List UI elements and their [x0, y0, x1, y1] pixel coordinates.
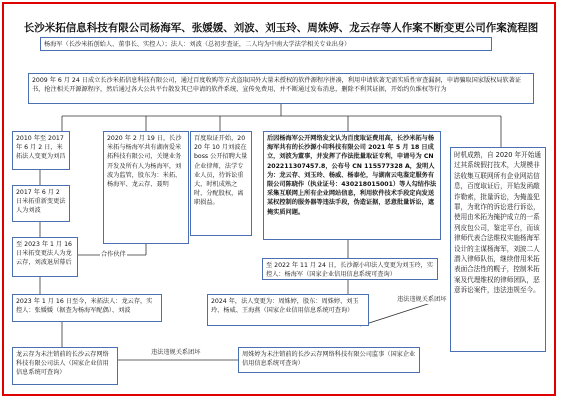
intro-box: 2009 年 6 月 24 日成立长沙米拓信息科技有限公司，通过百度收购等方式盗取国外大量未授权的软件源程序拼凑，利用申请软著无需实质性审查漏洞，申请骗取国家版权局软著证书，抢注相关开源源程序，然后通过各大公共平台散发其已申请的软件系统，宣传免费用，并不断通过发布消息，删除不利其证据，开始约负维权等行为: [28, 73, 534, 104]
box-2023-legal-rep: 至 2023 年 1 月 16 日米拓变更法人为龙云存，刘波退居幕后: [12, 237, 78, 277]
box-2023-actual-controller: 2023 年 1 月 16 日至今，米拓法人：龙云存，实控人：张媛媛（据查为杨海军配偶）、刘波: [12, 294, 162, 322]
box-2022-legal-rep: 至 2022 年 11 月 24 日，长沙源小印法人变更为刘玉玲，实控人：杨海军（国家企业信用信息系统可查询）: [262, 258, 438, 280]
box-2010-legal-rep: 2010 年至 2017 年 6 月 2 日，米拓法人变更为刘昌: [12, 131, 70, 170]
box-patent-scheme: 后因杨海军公开网络发文认为百度取证费用高，长沙米拓与杨海军共有的长沙源小印科技有限公司 2021 年 5 月 18 日成立，刘波为董事，并发挥了作法批量取证专利，申请号为 CN 202211307457.8，公布号 CN 115577328 A，发明人为：龙云存、刘玉玲、杨威、杨泰伦，与湖南云电鉴定服务有限公司陈晓作（执业证号：430218015001）等人勾结作法采集互联网上所有企业网站信息，利用软件技术手段定向发送某权控制的服务器等违法手段，伪造证据，恶意批量诉讼，遮掩实质问题。: [263, 131, 441, 240]
coop-label: 合作伙伴: [101, 251, 126, 258]
relation-label-2: 违法违规关系团坏: [151, 349, 201, 356]
box-longyuncun: 龙云存为未注销前的长沙云存网络科技有限公司法人（国家企业信用信息系统可查询）: [12, 347, 118, 385]
box-2017-legal-rep: 2017 年 6 月 2 日米拓重新变更法人为刘波: [12, 185, 70, 222]
box-mass-litigation: 时机成熟，自 2020 年开始通过其系统假打技术，大规模非法收集互联网所有企业网站信息，百度取证后，开始发函敲诈勒索，批量诉讼，为掩盖犯罪，为讹诈的诉讼进行诉讼，使用由米拓为掩护成立的一系列皮包公司，鉴定平台，而该律师代表合法维权实施杨海军设计的主谋杨海军，刘波二人潜入律师队伍，继续借用米拓表面合法性的幌子，控制米拓案及代理维权的律师团队，恶意诉讼案件，违法违规至今。: [450, 147, 546, 352]
founder-box: 杨海军（长沙米拓创始人、董事长、实控人）；法人：刘波（总初步查证，二人均为中南大学法学相关专业出身）: [40, 37, 492, 51]
box-2024-legal-rep: 2024 年，法人变更为：周姝婷，股东：周姝婷、刘玉玲、杨威、王海燕（国家企业信用信息系统可查询）: [207, 294, 369, 326]
box-baidu-evidence: 百度取证开始，2020 年 10 月刘波在 boss 公开招聘大量企业律师，法学专业人员，待诉讼重大，时机成熟之时，分配股权，离职损益。: [190, 131, 252, 236]
box-zhoushuting: 周姝婷为未注销前的长沙云存网络科技有限公司监事（国家企业信用信息系统可查询）: [238, 347, 420, 373]
relation-label-1: 违法违规关系团坏: [397, 296, 447, 303]
page-title: 长沙米拓信息科技有限公司杨海军、张媛媛、刘波、刘玉玲、周姝婷、龙云存等人作案不断变更公司作案流程图: [23, 22, 539, 34]
box-2020-shareholders: 2020 年 2 月 19 日，长沙米拓与杨海军共有湖南爱米拓科技有限公司，关键业务开发及所有人为杨海军，刘波为监管，股东为：米拓、杨海军、龙云存、聂明: [103, 131, 189, 244]
